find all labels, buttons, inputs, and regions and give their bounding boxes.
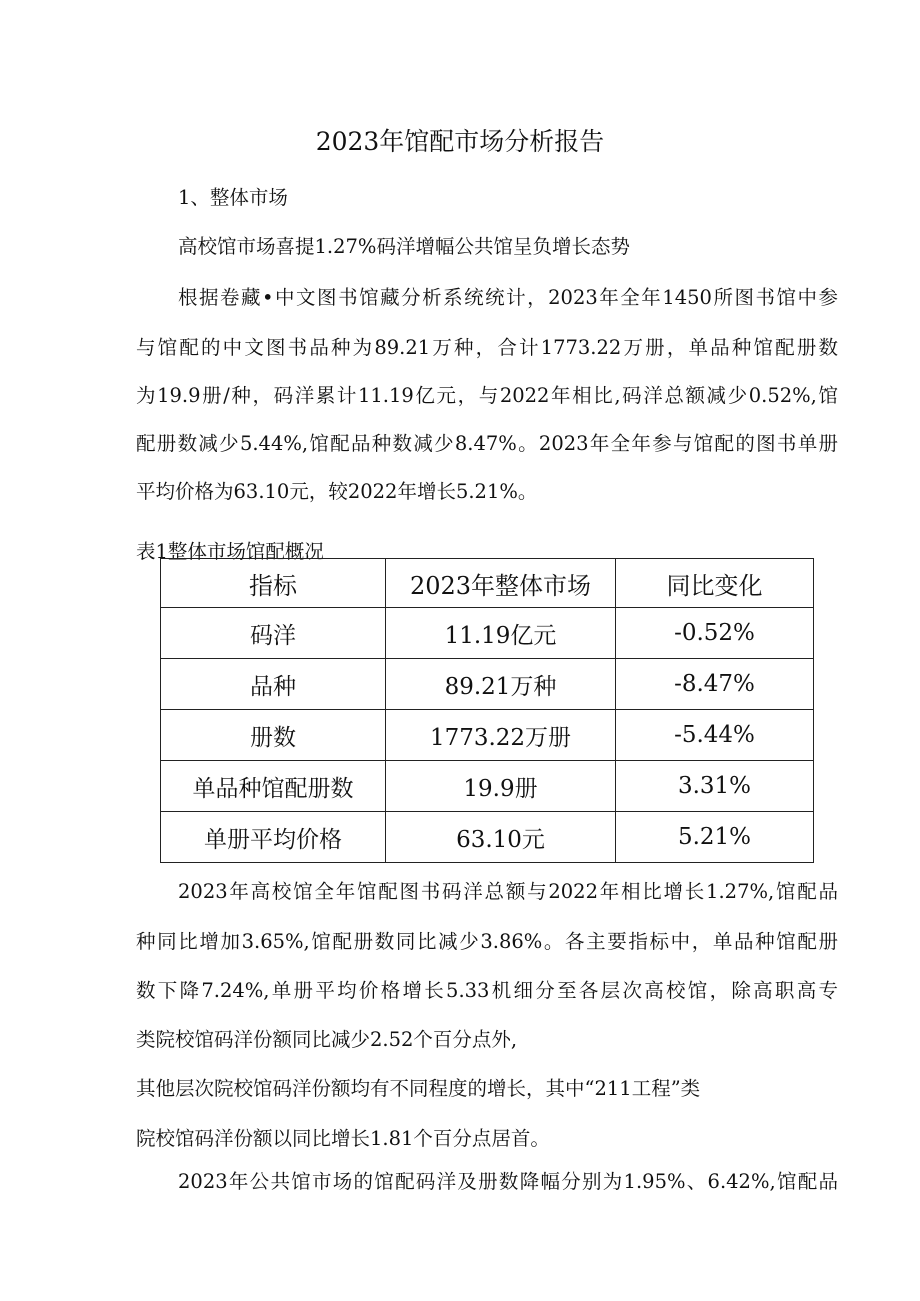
table-cell: 单册平均价格	[161, 812, 386, 863]
table-cell: 品种	[161, 659, 386, 710]
paragraph1-line: 为19.9册/种，码洋累计11.19亿元，与2022年相比,码洋总额减少0.52%,馆	[136, 384, 838, 407]
paragraph2-line: 2023年高校馆全年馆配图书码洋总额与2022年相比增长1.27%,馆配品	[178, 880, 838, 903]
paragraph1-line: 根据卷藏•中文图书馆藏分析系统统计，2023年全年1450所图书馆中参	[178, 286, 838, 309]
table-row	[161, 761, 814, 812]
paragraph2-line: 种同比增加3.65%,馆配册数同比减少3.86%。各主要指标中，单品种馆配册	[136, 930, 838, 953]
overview-table	[160, 558, 814, 863]
table-row	[161, 608, 814, 659]
paragraph1-line: 配册数减少5.44%,馆配品种数减少8.47%。2023年全年参与馆配的图书单册	[136, 432, 838, 455]
table-cell: 码洋	[161, 608, 386, 659]
table-cell: -0.52%	[616, 608, 814, 659]
table-row	[161, 659, 814, 710]
paragraph1-line: 与馆配的中文图书品种为89.21万种，合计1773.22万册，单品种馆配册数	[136, 336, 838, 359]
table-cell: 5.21%	[616, 812, 814, 863]
paragraph3-line: 2023年公共馆市场的馆配码洋及册数降幅分别为1.95%、6.42%,馆配品	[178, 1170, 838, 1193]
table-cell: -5.44%	[616, 710, 814, 761]
document-title: 2023年馆配市场分析报告	[315, 127, 605, 156]
table-cell: -8.47%	[616, 659, 814, 710]
paragraph2-line: 类院校馆码洋份额同比减少2.52个百分点外,	[136, 1028, 518, 1051]
table-cell: 1773.22万册	[386, 710, 616, 761]
table-cell: 19.9册	[386, 761, 616, 812]
paragraph1-line: 平均价格为63.10元，较2022年增长5.21%。	[136, 480, 538, 503]
subheading: 高校馆市场喜提1.27%码洋增幅公共馆呈负增长态势	[178, 235, 630, 258]
table-cell: 册数	[161, 710, 386, 761]
table-caption: 表1整体市场馆配概况	[136, 540, 324, 563]
table-header-cell: 同比变化	[616, 559, 814, 608]
section-heading: 1、整体市场	[178, 186, 288, 209]
table-cell: 89.21万种	[386, 659, 616, 710]
paragraph2-line: 院校馆码洋份额以同比增长1.81个百分点居首。	[136, 1127, 550, 1150]
paragraph2-line: 数下降7.24%,单册平均价格增长5.33机细分至各层次高校馆，除高职高专	[136, 979, 838, 1002]
table-cell: 11.19亿元	[386, 608, 616, 659]
table-cell: 3.31%	[616, 761, 814, 812]
table-row	[161, 710, 814, 761]
table-header-row	[161, 559, 814, 608]
table-header-cell: 2023年整体市场	[386, 559, 616, 608]
table-cell: 63.10元	[386, 812, 616, 863]
paragraph2-line: 其他层次院校馆码洋份额均有不同程度的增长，其中“211工程”类	[136, 1077, 701, 1100]
table-cell: 单品种馆配册数	[161, 761, 386, 812]
table-row	[161, 812, 814, 863]
table-header-cell: 指标	[161, 559, 386, 608]
